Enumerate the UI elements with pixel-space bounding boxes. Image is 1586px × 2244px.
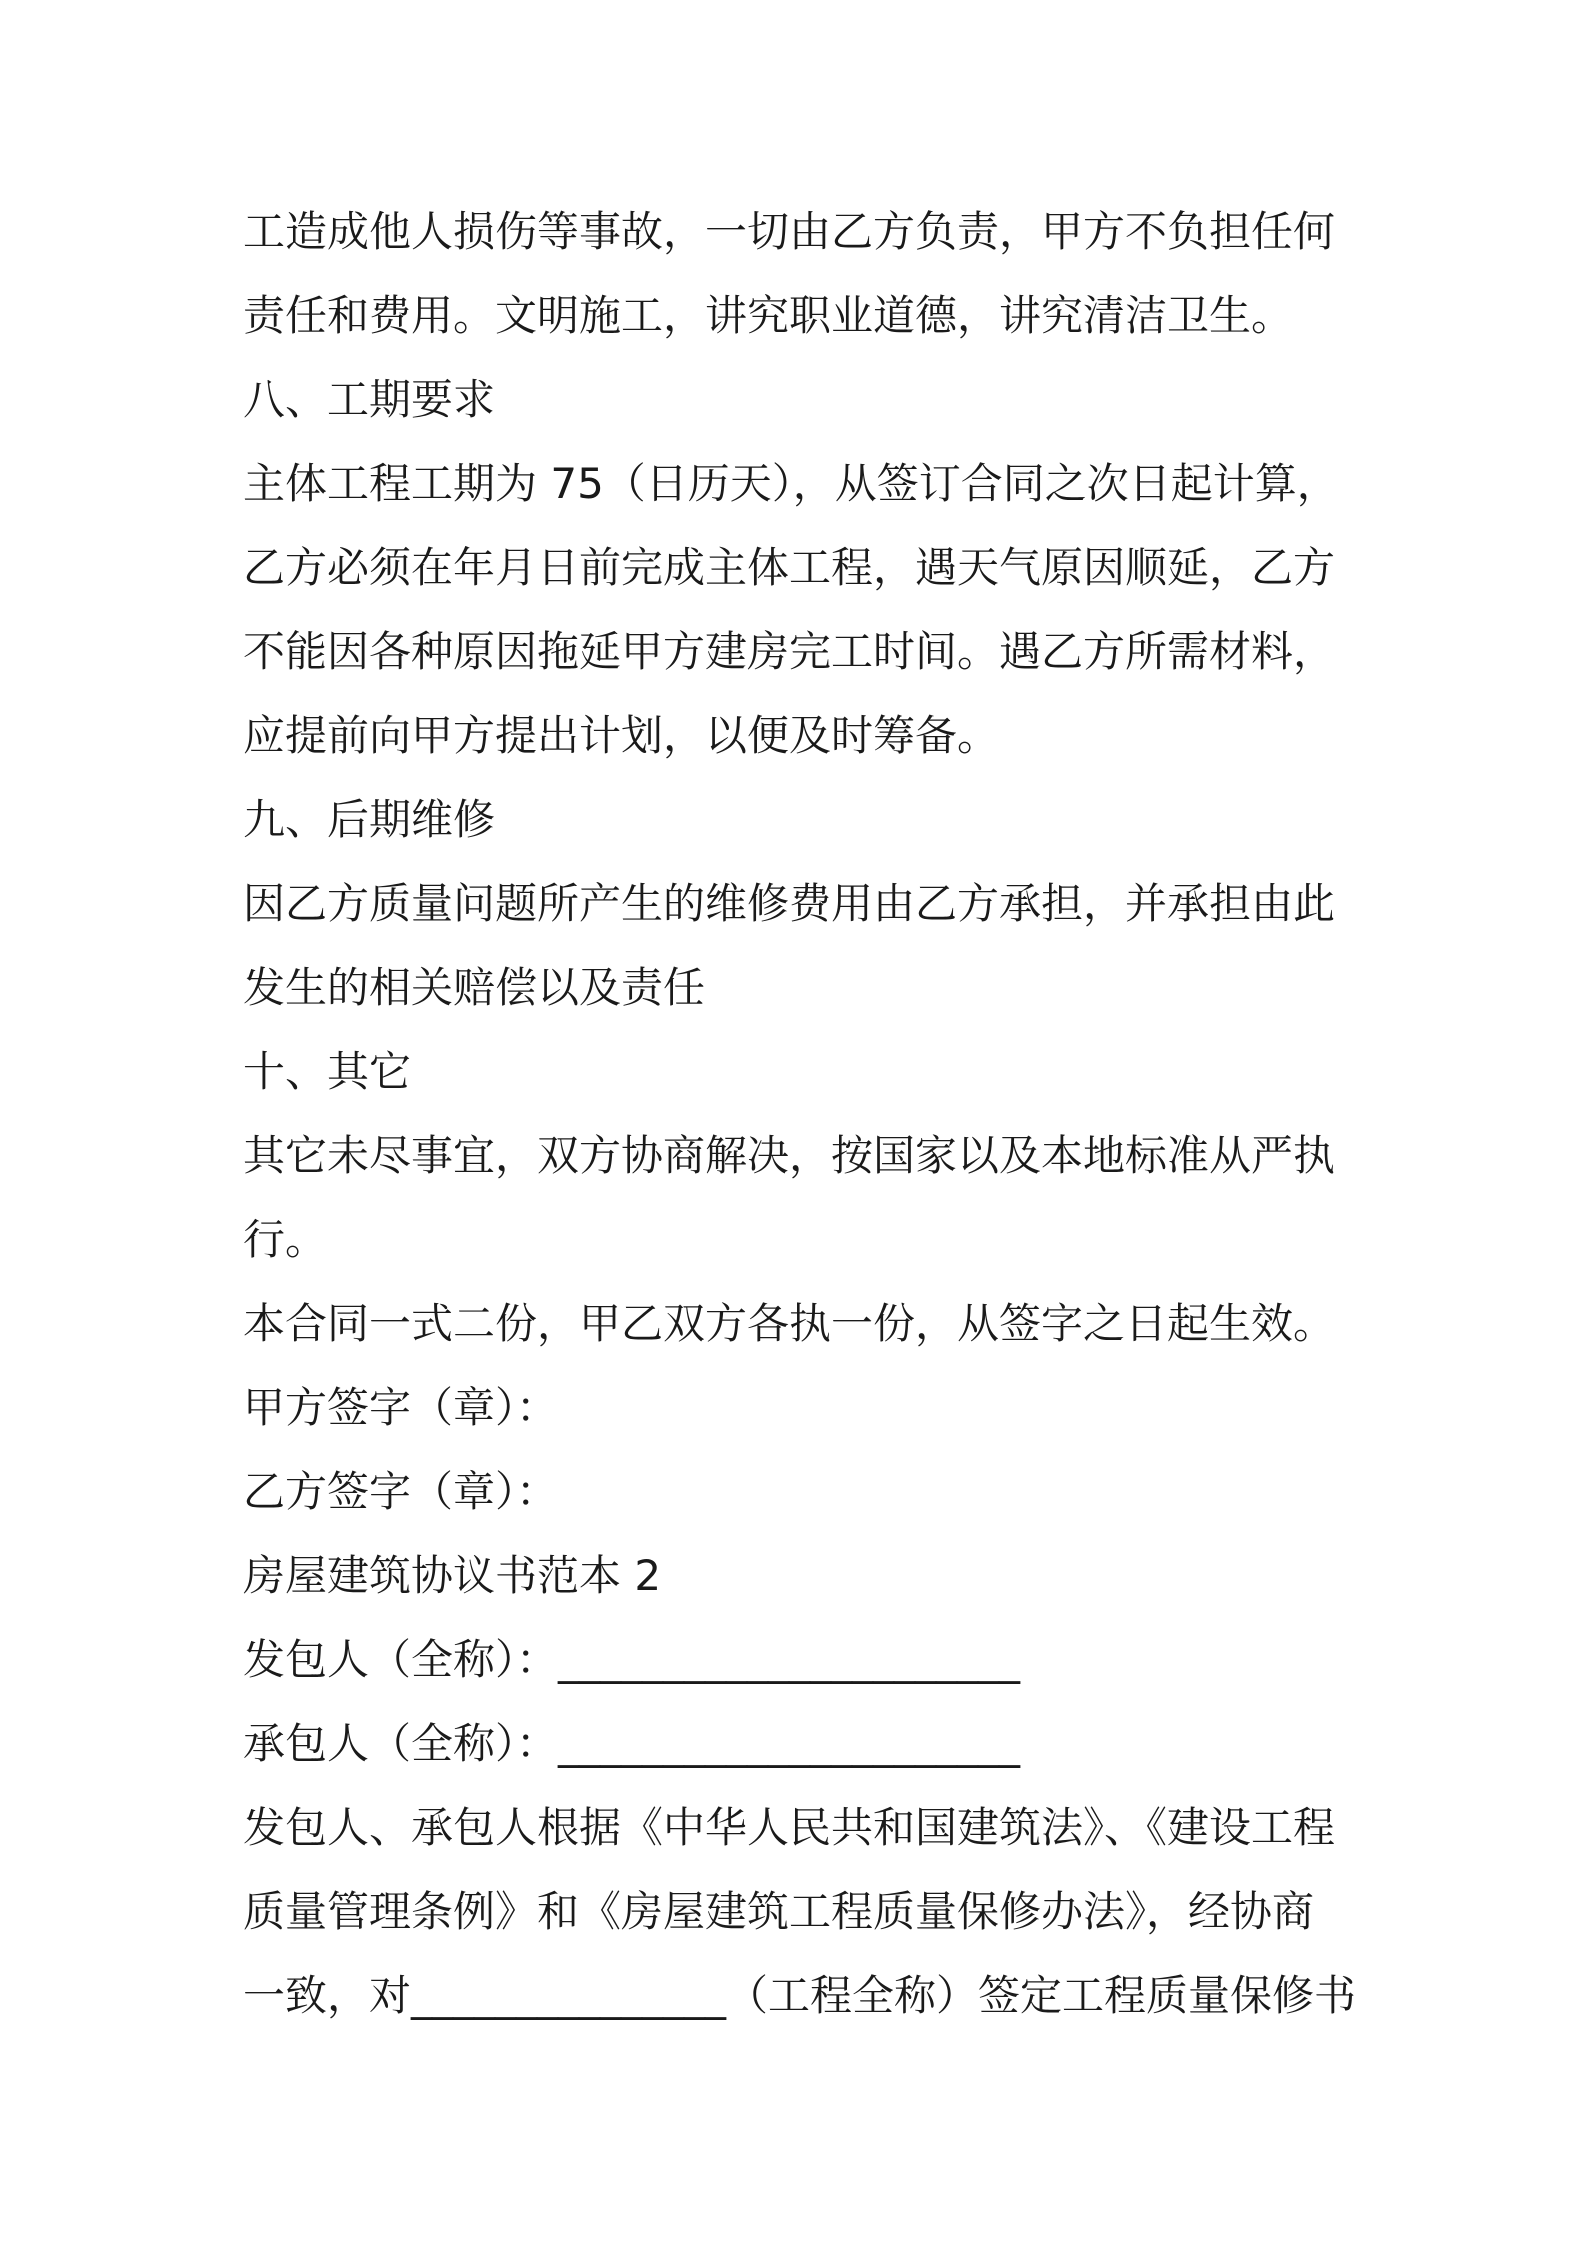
body-line-10: 发生的相关赔偿以及责任 [243,963,706,1012]
party-a-signature-line: 甲方签字（章）： [243,1383,559,1432]
section-heading-8: 八、工期要求 [243,375,496,424]
body-line-14: 本合同一式二份，甲乙双方各执一份，从签字之日起生效。 [243,1299,1336,1348]
body-line-1: 工造成他人损伤等事故，一切由乙方负责，甲方不负担任何 [243,207,1336,256]
body-line-13: 行。 [243,1215,328,1264]
contractor-line: 承包人（全称）：______________________ [243,1719,1021,1768]
body-line-2: 责任和费用。文明施工，讲究职业道德，讲究清洁卫生。 [243,291,1294,340]
second-agreement-title: 房屋建筑协议书范本 2 [243,1551,662,1600]
issuer-line: 发包人（全称）：______________________ [243,1635,1021,1684]
body-line-5: 乙方必须在年月日前完成主体工程，遇天气原因顺延，乙方 [243,543,1336,592]
section-heading-9: 九、后期维修 [243,795,496,844]
body-line-4: 主体工程工期为 75（日历天），从签订合同之次日起计算， [243,459,1339,508]
section-heading-10: 十、其它 [243,1047,412,1096]
document-body [243,190,1363,2038]
body-line-21: 质量管理条例》和《房屋建筑工程质量保修办法》，经协商 [243,1887,1315,1936]
body-line-22: 一致，对_______________（工程全称）签定工程质量保修书 [243,1971,1357,2020]
body-line-7: 应提前向甲方提出计划，以便及时筹备。 [243,711,1000,760]
body-line-12: 其它未尽事宜，双方协商解决，按国家以及本地标准从严执 [243,1131,1336,1180]
body-line-9: 因乙方质量问题所产生的维修费用由乙方承担，并承担由此 [243,879,1336,928]
party-b-signature-line: 乙方签字（章）： [243,1467,559,1516]
body-line-6: 不能因各种原因拖延甲方建房完工时间。遇乙方所需材料， [243,627,1336,676]
body-line-20: 发包人、承包人根据《中华人民共和国建筑法》、《建设工程 [243,1803,1336,1852]
